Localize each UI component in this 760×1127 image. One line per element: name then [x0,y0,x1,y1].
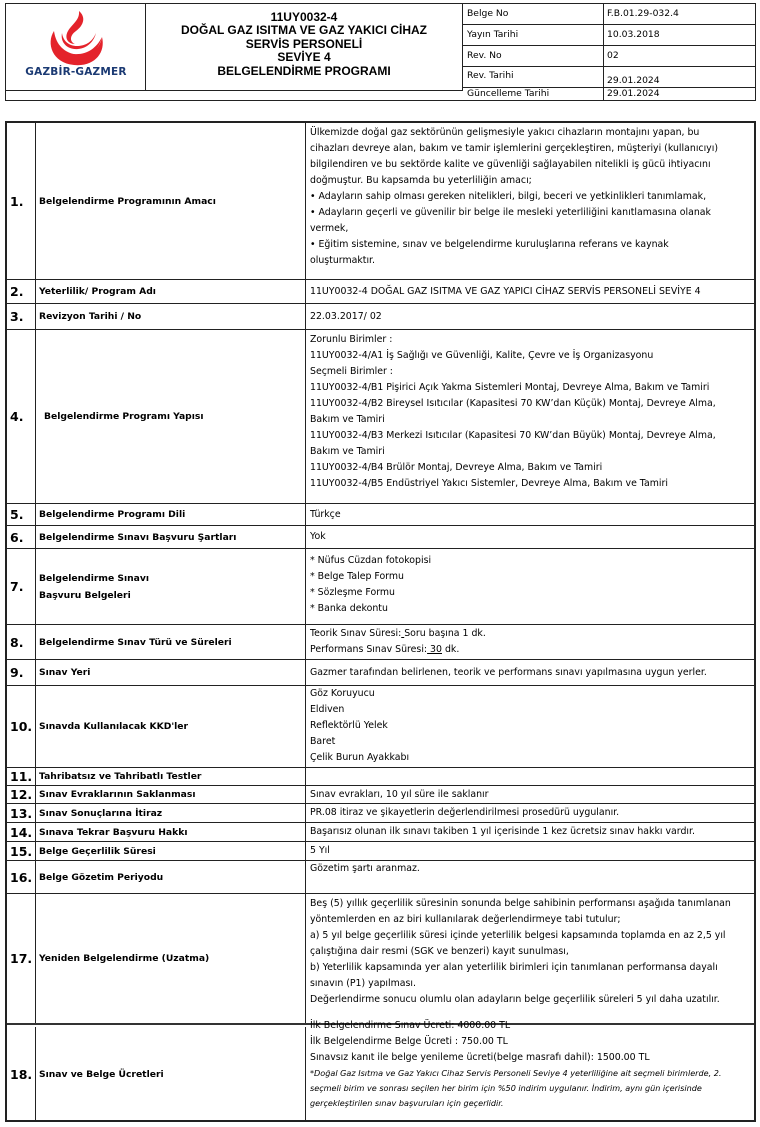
value-line: Ülkemizde doğal gaz sektörünün gelişmesiyle yakıcı cihazların montajını yapan, bu [310,127,700,138]
value-line: • Adayların sahip olması gereken nitelikleri, bilgi, beceri ve yetkinlikleri tanımlamak, [310,191,707,202]
value-line: yöntemlerden en az biri kullanılarak değerlendirmeye tabi tutulur; [310,914,621,925]
row-value [306,526,754,548]
row-number: 10. [7,686,36,767]
row-label: Belgelendirme Programı Yapısı [36,330,306,503]
value-line: cihazları devreye alan, bakım ve tamir işlemlerini gerçekleştiren, müşteriyi (kullanıcıyı) [310,143,718,154]
value-line: • Adayların geçerli ve güvenilir bir belge ile mesleki yeterliliğini kanıtlamasına olanak [310,207,711,218]
row-number: 11. [7,768,36,785]
row-number: 15. [7,842,36,860]
value-line: 11UY0032-4/B4 Brülör Montaj, Devreye Alma, Bakım ve Tamiri [310,462,603,473]
meta-label: Belge No [463,4,604,24]
value-line: Gazmer tarafından belirlenen, teorik ve performans sınavı yapılmasına uygun yerler. [310,666,707,678]
meta-guncelleme-tarihi [463,88,755,100]
value-line: 11UY0032-4/B1 Pişirici Açık Yakma Sistemleri Montaj, Devreye Alma, Bakım ve Tamiri [310,382,710,393]
row-label: Tahribatsız ve Tahribatlı Testler [36,768,306,785]
table-row-7 [7,549,754,625]
performance-duration [310,642,750,658]
table-row-11 [7,768,754,786]
value-line: • Eğitim sistemine, sınav ve belgelendirme kuruluşlarına referans ve kaynak [310,239,669,250]
value-line: Bakım ve Tamiri [310,446,385,457]
value-line: 11UY0032-4/B3 Merkezi Isıtıcılar (Kapasitesi 70 KW’dan Büyük) Montaj, Devreye Alma, [310,430,716,441]
value-line: vermek, [310,223,349,234]
table-row-2 [7,280,754,304]
text: Teorik Sınav Süresi: [310,628,402,639]
value-line: sınavın (P1) yapılması. [310,978,416,989]
row-number: 12. [7,786,36,803]
row-number: 13. [7,804,36,822]
value-line: Türkçe [310,508,341,520]
row-label: Belgelendirme Sınav Türü ve Süreleri [36,625,306,659]
row-number: 8. [7,625,36,659]
row-number: 4. [7,330,36,503]
title-line: 11UY0032-4 [270,10,338,24]
value-line: Zorunlu Birimler : [310,334,393,345]
meta-rev-no [463,46,755,67]
document-title [146,4,463,90]
row-label: Belge Gözetim Periyodu [36,861,306,893]
row-value [306,823,754,841]
row-number: 14. [7,823,36,841]
row-value [306,123,754,279]
row-number: 2. [7,280,36,303]
value-line: Sınavsız kanıt ile belge yenileme ücreti(belge masrafı dahil): 1500.00 TL [310,1052,650,1063]
meta-value: 29.01.2024 [607,75,660,86]
discount-note-line: seçmeli birim ve sonrası seçilen her birim için %50 indirim uygulanır. İndirim, aynı gün içerisinde [310,1083,702,1093]
table-row-15 [7,842,754,861]
title-line: DOĞAL GAZ ISITMA VE GAZ YAKICI CİHAZ [180,23,428,38]
value-line: Sınav evrakları, 10 yıl süre ile saklanır [310,788,489,800]
document-meta [463,4,755,100]
meta-value: 29.01.2024 [607,88,660,99]
text: Soru başına 1 dk. [404,628,486,639]
logo-text: GAZBİR-GAZMER [25,66,127,78]
row-label: Belgelendirme Programı Dili [36,504,306,525]
row-label: Sınava Tekrar Başvuru Hakkı [36,823,306,841]
row-label: Belgelendirme Sınavı Başvuru Şartları [36,526,306,548]
row-value [306,786,754,803]
value-line: * Belge Talep Formu [310,571,404,582]
row-number: 7. [7,549,36,624]
table-row-5 [7,504,754,526]
row-value [306,660,754,685]
value-line: bilgilendiren ve bu sektörde kalite ve güvenliği sağlayabilen nitelikli iş gücü ihtiyacını [310,159,711,170]
row-label: Belgelendirme Programının Amacı [36,123,306,279]
value-line: doğmuştur. Bu kapsamda bu yeterliliğin amacı; [310,175,532,186]
value-line: PR.08 itiraz ve şikayetlerin değerlendirilmesi prosedürü uygulanır. [310,807,620,818]
meta-label: Rev. No [463,46,604,66]
meta-value: 02 [607,50,619,61]
table-row-6 [7,526,754,549]
title-line: BELGELENDİRME PROGRAMI [217,63,391,78]
row-value [306,330,754,503]
table-row-9 [7,660,754,686]
value-line: a) 5 yıl belge geçerlilik süresi içinde yeterlilik belgesi kapsamında toplamda en az 2,5 yıl [310,930,726,941]
meta-yayin-tarihi [463,25,755,46]
value-line: * Banka dekontu [310,603,388,614]
value-line: Başarısız olunan ilk sınavı takiben 1 yıl içerisinde 1 kez ücretsiz sınav hakkı vardır. [310,826,695,837]
value-line: Baret [310,736,336,747]
row-value [306,842,754,860]
table-row-14 [7,823,754,842]
table-row-16 [7,861,754,894]
value-line: Reflektörlü Yelek [310,720,388,731]
row-label: Yeniden Belgelendirme (Uzatma) [36,894,306,1023]
discount-note-line: *Doğal Gaz Isıtma ve Gaz Yakıcı Cihaz Servis Personeli Seviye 4 yeterliliğine ait seçmeli birimlerde, 2. [310,1068,722,1078]
table-row-17 [7,894,754,1025]
table-row-4 [7,330,754,504]
row-number: 5. [7,504,36,525]
value-line: 5 Yıl [310,845,330,856]
row-value [306,861,754,893]
row-value [306,686,754,767]
header-blank-strip [6,90,463,101]
value-line: Gözetim şartı aranmaz. [310,863,420,874]
table-row-3 [7,304,754,330]
flame-logo-icon [32,9,120,69]
row-number: 6. [7,526,36,548]
document-header [5,3,756,101]
meta-value: F.B.01.29-032.4 [607,8,679,19]
value-line: * Nüfus Cüzdan fotokopisi [310,555,432,566]
text: dk. [442,644,460,655]
meta-belge-no [463,4,755,25]
row-value [306,625,754,659]
row-label: Sınav Sonuçlarına İtiraz [36,804,306,822]
value-line: Çelik Burun Ayakkabı [310,752,410,763]
table-row-12 [7,786,754,804]
row-number: 3. [7,304,36,329]
value-line: 22.03.2017/ 02 [310,310,382,322]
row-value [306,894,754,1023]
row-label: Sınav ve Belge Ücretleri [36,1027,306,1122]
label-line: Belgelendirme Sınavı [39,572,150,584]
row-value [306,549,754,624]
table-row-8 [7,625,754,660]
table-row-10 [7,686,754,768]
meta-value: 10.03.2018 [607,29,660,40]
value-line: oluşturmaktır. [310,255,376,266]
row-label [36,549,306,624]
value-line: * Sözleşme Formu [310,587,395,598]
text: 30 [427,644,442,655]
row-value [306,804,754,822]
row-value [306,504,754,525]
table-row-18 [7,1020,754,1122]
value-line: 11UY0032-4/A1 İş Sağlığı ve Güvenliği, Kalite, Çevre ve İş Organizasyonu [310,350,654,361]
label-line: Başvuru Belgeleri [39,589,131,601]
table-row-1 [7,123,754,280]
value-line: 11UY0032-4/B5 Endüstriyel Yakıcı Sistemler, Devreye Alma, Bakım ve Tamiri [310,478,668,489]
row-value [306,280,754,303]
value-line: Beş (5) yıllık geçerlilik süresinin sonunda belge sahibinin performansı aşağıda tanımlanan [310,898,731,909]
row-label: Revizyon Tarihi / No [36,304,306,329]
row-value [306,304,754,329]
meta-rev-tarihi [463,67,755,88]
table-row-13 [7,804,754,823]
row-label: Belge Geçerlilik Süresi [36,842,306,860]
row-value [306,1020,754,1122]
meta-label: Yayın Tarihi [463,25,604,45]
title-line: SERVİS PERSONELİ [245,36,363,51]
value-line: İlk Belgelendirme Belge Ücreti : 750.00 TL [310,1036,508,1047]
theory-duration [310,626,750,642]
row-label: Sınav Yeri [36,660,306,685]
value-line: İlk Belgelendirme Sınav Ücreti: 4000.00 TL [310,1020,511,1031]
row-number: 9. [7,660,36,685]
value-line: Göz Koruyucu [310,688,375,699]
row-number: 16. [7,861,36,893]
value-line: 11UY0032-4/B2 Bireysel Isıtıcılar (Kapasitesi 70 KW’dan Küçük) Montaj, Devreye Alma, [310,398,716,409]
value-line: Bakım ve Tamiri [310,414,385,425]
title-line: SEVİYE 4 [277,50,331,65]
logo [6,4,146,90]
row-label: Sınavda Kullanılacak KKD'ler [36,686,306,767]
value-line: Yok [310,531,326,542]
value-line: b) Yeterlilik kapsamında yer alan yeterlilik birimleri için tanımlanan performansa dayalı [310,962,718,973]
row-number: 17. [7,894,36,1023]
value-line: Değerlendirme sonucu olumlu olan adayların belge geçerlilik süreleri 5 yıl daha uzatılır. [310,994,720,1005]
row-number: 18. [7,1027,36,1122]
row-label: Sınav Evraklarının Saklanması [36,786,306,803]
meta-label: Rev. Tarihi [463,67,604,87]
value-line: çalıştığına dair resmi (SGK ve benzeri) kayıt sunulması, [310,946,569,957]
row-value [306,768,754,785]
program-table [5,121,756,1122]
discount-note-line: gerçekleştirilen sınav başvuruları için geçerlidir. [310,1098,504,1108]
value-line: Eldiven [310,704,345,715]
meta-label: Güncelleme Tarihi [463,88,604,100]
value-line: 11UY0032-4 DOĞAL GAZ ISITMA VE GAZ YAPICI CİHAZ SERVİS PERSONELİ SEVİYE 4 [310,285,701,297]
row-label: Yeterlilik/ Program Adı [36,280,306,303]
text: Performans Sınav Süresi: [310,644,428,655]
value-line: Seçmeli Birimler : [310,366,393,377]
row-number: 1. [7,123,36,279]
